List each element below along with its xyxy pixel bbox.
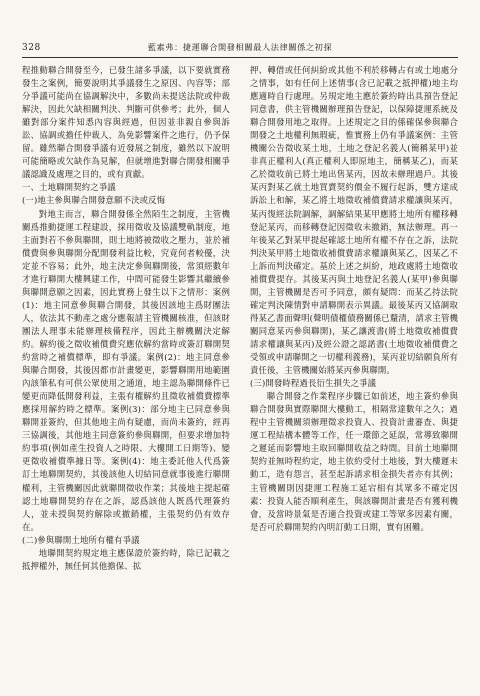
left-column [22, 64, 230, 573]
running-head: 藍素弗：捷運聯合開發相關最人法律關係之初探 [147, 42, 333, 52]
paragraph: 地聯開契約規定地主應保證於簽約時，除已記載之抵押權外，無任何其他擔保、拡 [22, 547, 230, 571]
paragraph: 押、轉借或任何糾紛或其他不利於移轉占有或土地處分之情事，如有任何上述情事(含已記載之抵押權)地主均應適時自行處理。另規定地主應於簽約時出具預告登記同意書，供主管機關辦理預告登記，以保障捷運系統及聯合開發用地之取得。上述規定之目的係確保參與聯合開發之土地權利無瑕疵，惟實務上仍有爭議案例：主管機關公告徵收某土地，土地之登記名義人(簡稱某甲)並非真正權利人(真正權利人即原地主，簡稱某乙)，而某乙於徵收前已將土地出售某丙，因故未辦理過戶。其後某丙對某乙就土地買賣契約價金不履行起訴，雙方達成訴訟上和解，某乙將土地徵收補償費請求權讓與某丙，某丙復經法院調解，調解結果某甲應將土地所有權移轉登記某丙，而移轉登記因徵收未撤銷，無法辦理。再一年後某乙對某甲提起確認土地所有權不存在之訴，法院判決某甲將土地徵收補償費請求權讓與某乙，因某乙不上訴而判決確定。基於上述之糾紛，地政處將土地徵收補償費提存。其後某丙與土地登記名義人(某甲)參與聯開，主管機關是否可予同意，頗有疑問：而某乙持法院確定判決陳情對申請聯開表示異議。最後某丙又協調取得某乙書面聲明(聲明債權債務關係已釐清，請求主管機關同意某丙參與聯開)，某乙讓渡書(將土地徵收補償費請求權讓與某丙)及經公證之認諾書(土地徵收補償費之受領或申請聯開之一切權利義務)，某丙並切結願負所有責任後，主管機關始將某丙參與聯開。 [250, 65, 459, 376]
header-rule [22, 57, 458, 58]
page-number: 328 [22, 43, 41, 53]
right-column [250, 64, 458, 534]
section-heading: 一、土地聯開契約之爭議 [22, 182, 116, 193]
paragraph: 程推動聯合開發至今，已發生諸多爭議，以下要就實務發生之案例，簡要說明其爭議發生之原因、內容等；部分爭議可能尚在協調解決中，多數尚未提送法院或仲裁解決，因此欠缺相關判決、判斷可供參考；此外，個人雖對部分案件知悉內容與經過，但因並非親自參與訴訟、協調或擔任仲裁人，為免影響案件之進行，仍予保留。雖然聯合開發爭議有近發展之制度，雖然以下說明可能簡略或欠缺作為見解，但就增進對聯合開發相關爭議認識及處理之目的，或有貢獻。 [22, 65, 230, 180]
paragraph: 聯合開發之作業程序步驟已如前述，地主簽約參與聯合開發與實際聯開大樓動工，相隔常達數年之久；過程中主管機關須辦理徵求投資人、投資計畫審查、與捷運工程結構本體等工作，任一環節之延誤，常導致聯開之遲延而影響地主取回聯開收益之時間。目前土地聯開契約並無時程約定，地主依約受付土地後，對大樓遲未動工，造有怨言，甚至起訴請求相金損失者亦有其例；主管機關則因捷運工程施工延宕相有其眾多不確定因素：投資人能否順利產生，與該聯開計畫是否有獲利機會，及當時景氣是否適合投資或建工等眾多因素有關，是否可於聯開契約內明訂動工日期，實有困難。 [250, 391, 458, 532]
subsection-heading: (一)地主參與聯合開發意願不決或反悔 [22, 195, 166, 206]
paragraph: 對地主而言，聯合開發係全然陌生之制度，主管機關爲推動捷運工程建設，採用徵收及協議雙軌制度，地主面對若不參與聯開，則土地將被徵收之壓力，並於補償費與參與聯開分配開發利益比較，究竟何者較優，決定並不容易；此外，地主決定參與聯開後，常須經數年才進行聯開大樓興建工作，中間可能發生影響其繼續參與聯開意願之因素，因此實務上發生以下之情形：案例(1)：地主同意參與聯合開發，其後因該地主爲財團法人，依法其不動產之處分應報請主管機關核准，但該財團法人理事未能辦理核備程序，因此主辦機關決定解約。解約後之徵收補償費究應依解約當時或簽訂聯開契約當時之補償標準，即有爭議。案例(2)：地主同意參與聯合開發，其後因都市計畫變更，影響聯開用地範圍內該筆私有可供公眾使用之通道，地主認為聯開條件已變更而降低開發利益，主張有權解約且徵收補償費標準應採用解約時之標準。案例(3)：部分地主已同意參與聯開並簽約，但其他地主尚有疑慮，而尚未簽約，經再三協調後，其他地主同意簽約參與聯開，但要求增加特約事項(例如產生投資人之時限、大樓開工日期等)、變更徵收補償準據日等。案例(4)：地主委託他人代爲簽訂土地聯開契約，其後該他人切結同意就事後進行聯開權利，主管機關因此就聯開徵收作業；其後地主提起確認土地聯開契約存在之訴，認爲該他人既爲代理簽約人，並未授與契約解除或撤銷權，主張契約仍有效存在。 [22, 208, 230, 532]
subsection-heading: (二)參與聯開土地所有權有爭議 [22, 534, 140, 545]
subsection-heading: (三)開發時程過長衍生損失之爭議 [250, 378, 377, 389]
